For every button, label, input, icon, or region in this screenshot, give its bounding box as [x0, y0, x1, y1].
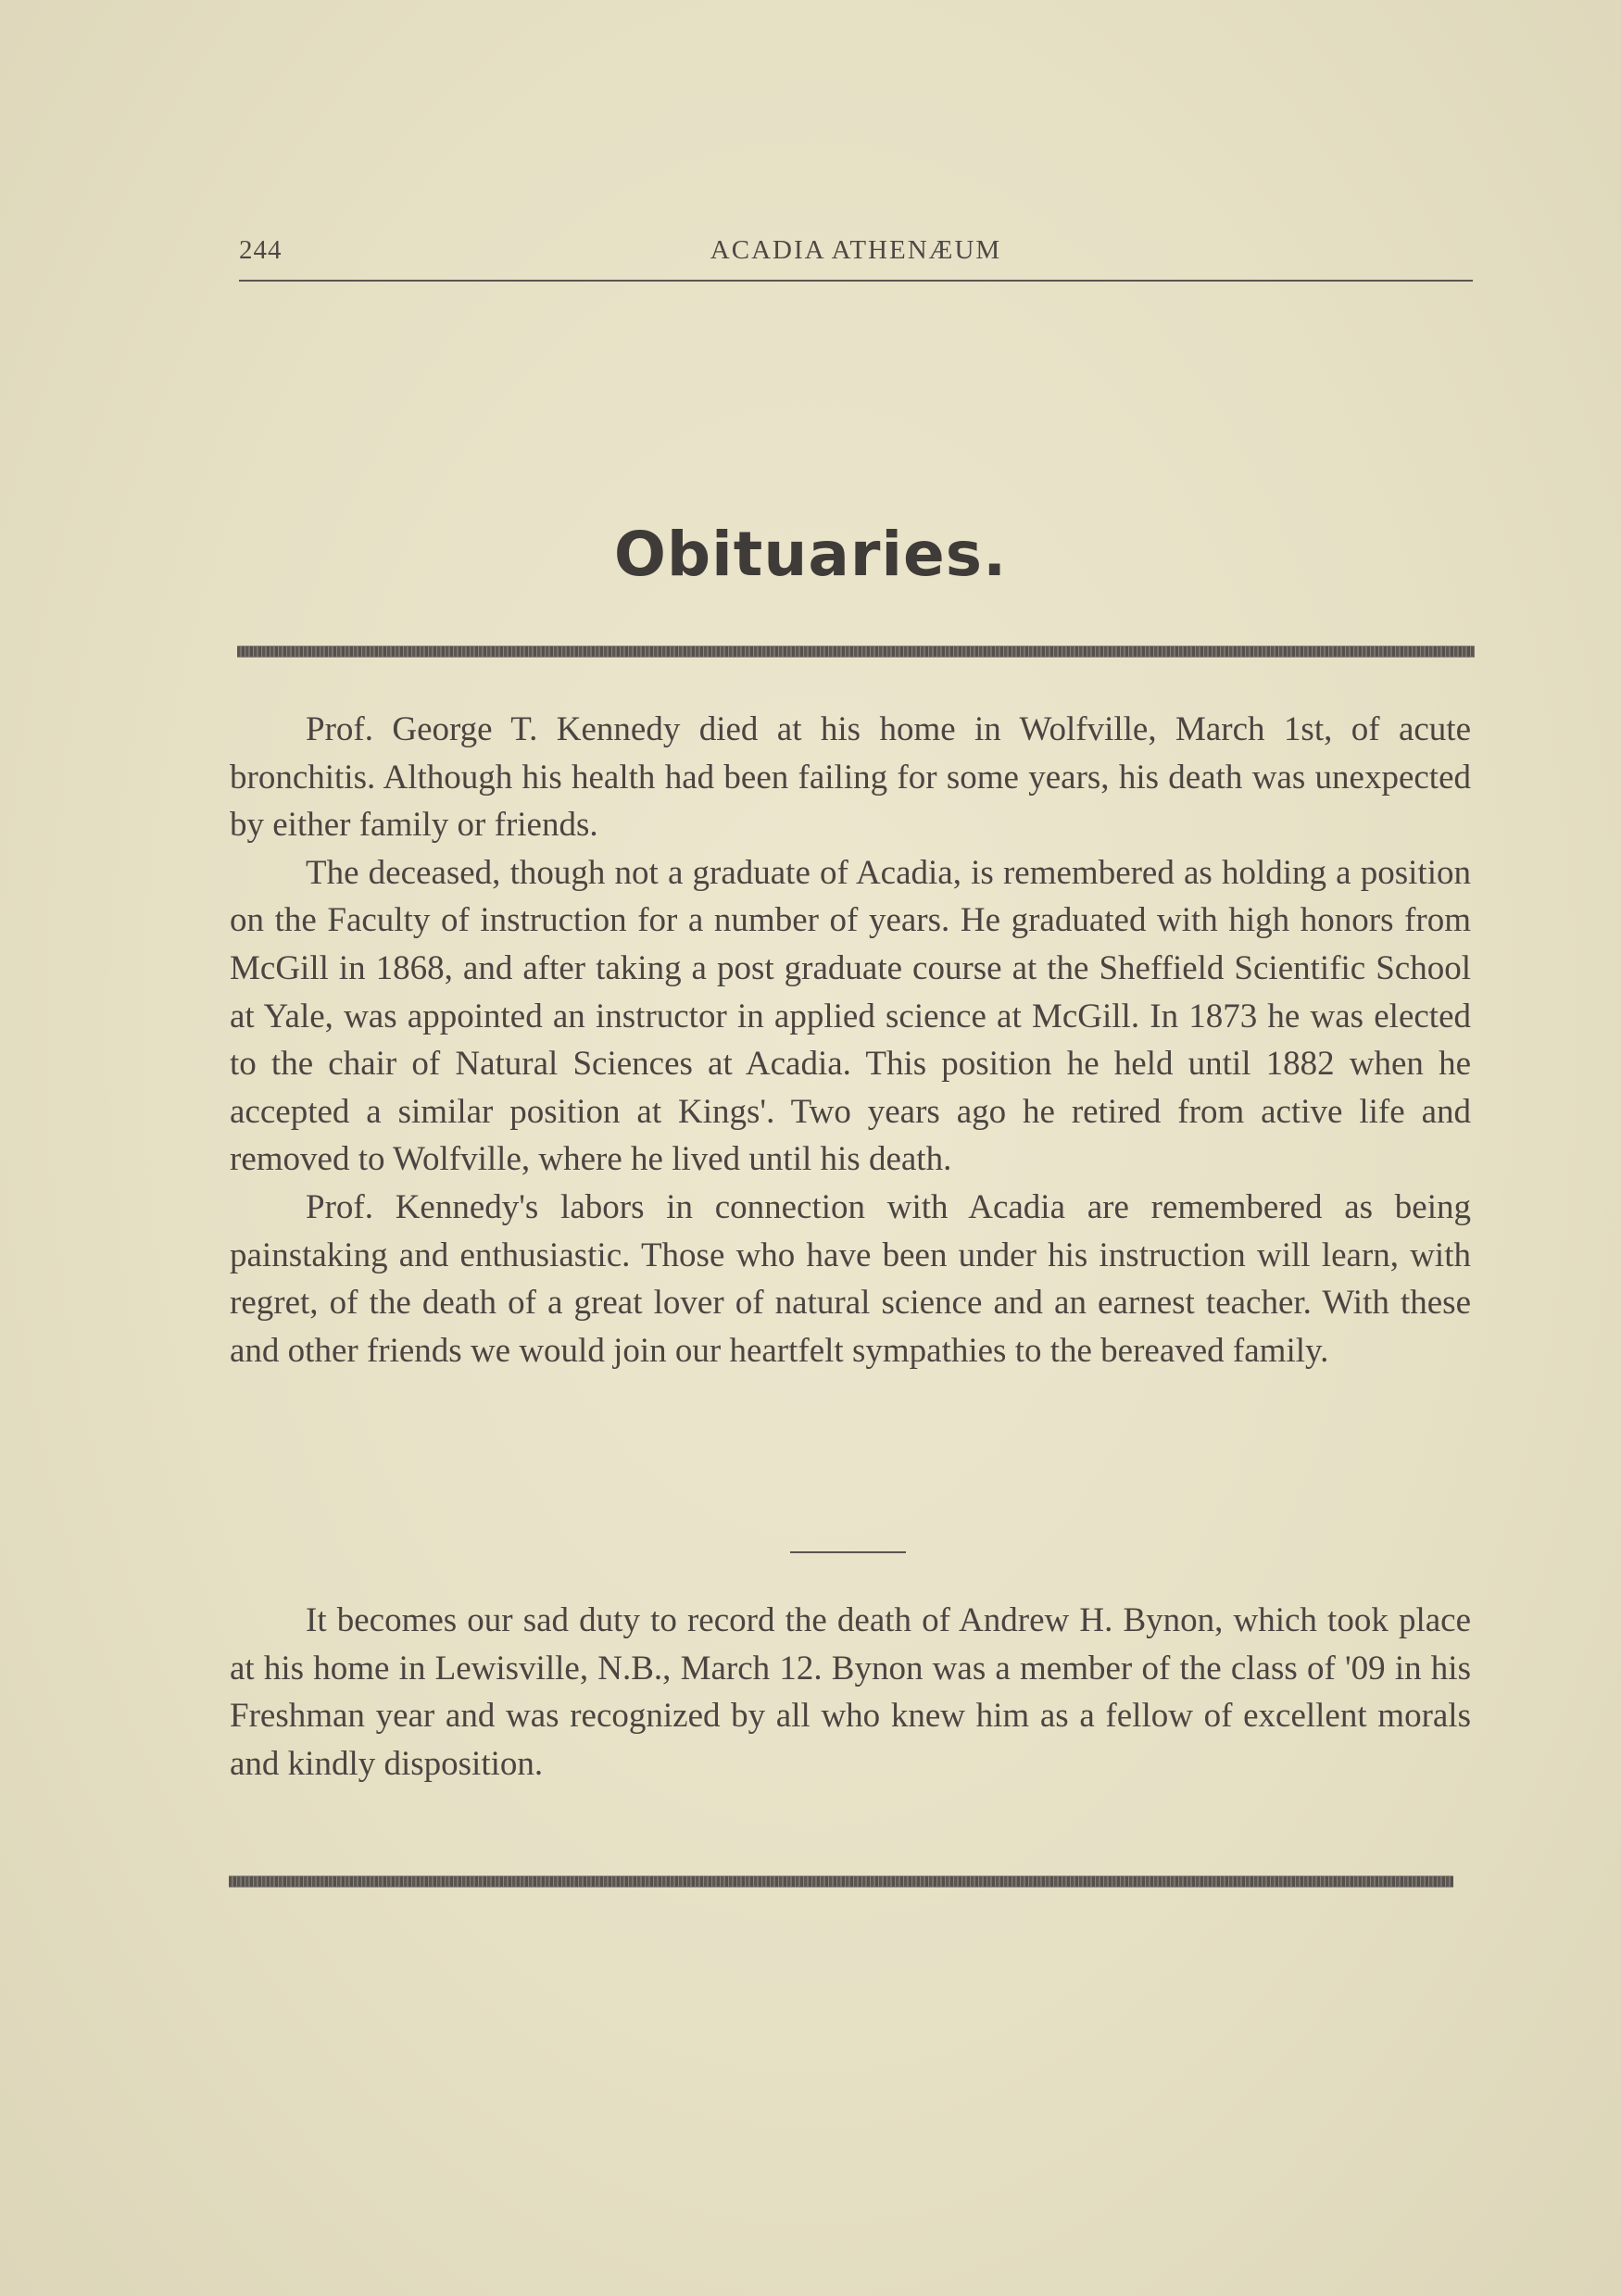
obituary-paragraph: Prof. George T. Kennedy died at his home in Wolfville, March 1st, of acute bronchitis. Although his health had been failing for some years, his death was unexpected by either family or friends. — [230, 710, 1471, 845]
header-rule — [239, 280, 1473, 282]
running-title: ACADIA ATHENÆUM — [710, 235, 1002, 265]
obituary-paragraph: Prof. Kennedy's labors in connection with Acadia are remembered as being painstaking and enthusiastic. Those who have been under his instruction will learn, with regret, of the death of a great lover of natural science and an earnest teacher. With these and other friends we would join our heartfelt sympathies to the bereaved family. — [230, 1187, 1471, 1370]
ornamental-divider-top — [237, 646, 1475, 658]
obituary-bynon — [230, 1597, 1471, 1788]
section-separator — [790, 1551, 906, 1553]
obituary-paragraph: The deceased, though not a graduate of Acadia, is remembered as holding a position on the Faculty of instruction for a number of years. He graduated with high honors from McGill in 1868, and after taking a post graduate course at the Sheffield Scientific School at Yale, was appointed an instructor in applied science at McGill. In 1873 he was elected to the chair of Natural Sciences at Acadia. This position he held until 1882 when he accepted a similar position at Kings'. Two years ago he retired from active life and removed to Wolfville, where he lived until his death. — [230, 853, 1471, 1179]
ornamental-divider-bottom — [229, 1876, 1453, 1888]
obituary-kennedy — [230, 706, 1471, 1374]
page-number: 244 — [239, 235, 283, 265]
obituary-paragraph: It becomes our sad duty to record the death of Andrew H. Bynon, which took place at his home in Lewisville, N.B., March 12. Bynon was a member of the class of '09 in his Freshman year and was recognized by all who knew him as a fellow of excellent morals and kindly disposition. — [230, 1601, 1471, 1783]
section-title: Obituaries. — [613, 519, 1008, 590]
page-header — [239, 232, 1473, 269]
